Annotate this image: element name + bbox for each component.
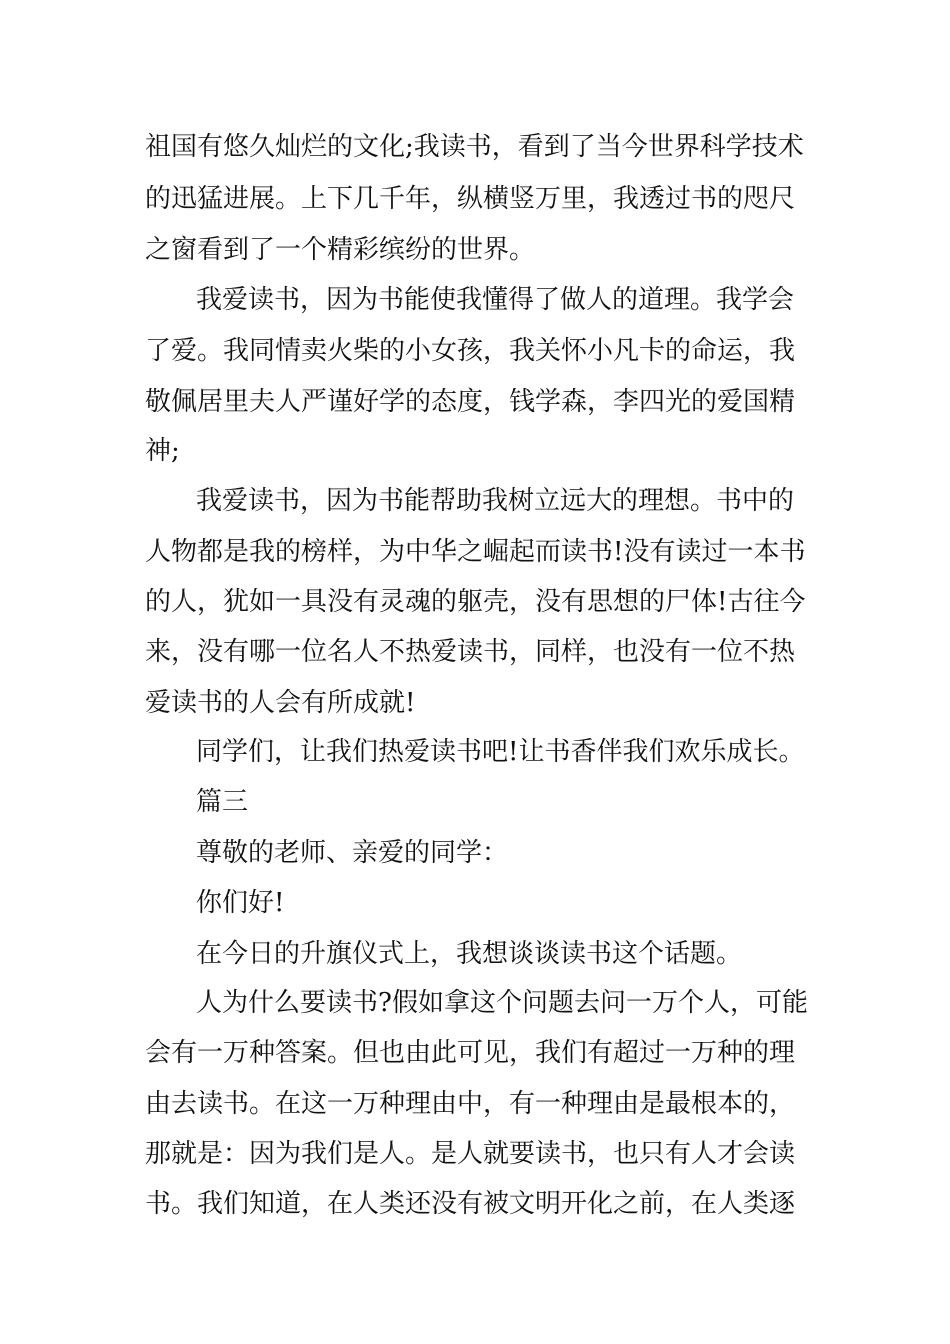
- paragraph-first-line: 我爱读书，因为书能帮助我树立远大的理想。书中的: [196, 486, 795, 516]
- section-heading: 篇三: [196, 787, 249, 817]
- paragraph-first-line: 我爱读书，因为书能使我懂得了做人的道理。我学会: [196, 285, 795, 315]
- text-line: 的人，犹如一具没有灵魂的躯壳，没有思想的尸体!古往今: [145, 587, 806, 617]
- text-line: 神;: [145, 436, 180, 466]
- salutation: 尊敬的老师、亲爱的同学：: [196, 838, 509, 868]
- text-line: 爱读书的人会有所成就!: [145, 688, 416, 718]
- text-line: 敬佩居里夫人严谨好学的态度，钱学森，李四光的爱国精: [145, 387, 796, 417]
- text-line: 由去读书。在这一万种理由中，有一种理由是最根本的，: [145, 1089, 796, 1119]
- text-line: 祖国有悠久灿烂的文化;我读书，看到了当今世界科学技术: [145, 132, 804, 162]
- text-line: 那就是：因为我们是人。是人就要读书，也只有人才会读: [145, 1139, 796, 1169]
- text-line: 会有一万种答案。但也由此可见，我们有超过一万种的理: [145, 1038, 796, 1068]
- paragraph-first-line: 人为什么要读书?假如拿这个问题去问一万个人，可能: [196, 988, 808, 1018]
- text-line: 的迅猛进展。上下几千年，纵横竖万里，我透过书的咫尺: [145, 184, 796, 214]
- paragraph-first-line: 在今日的升旗仪式上，我想谈谈读书这个话题。: [196, 939, 743, 969]
- paragraph-first-line: 同学们，让我们热爱读书吧!让书香伴我们欢乐成长。: [196, 737, 805, 767]
- text-line: 书。我们知道，在人类还没有被文明开化之前，在人类逐: [145, 1189, 796, 1219]
- text-line: 来，没有哪一位名人不热爱读书，同样，也没有一位不热: [145, 637, 796, 667]
- text-line: 了爱。我同情卖火柴的小女孩，我关怀小凡卡的命运，我: [145, 336, 796, 366]
- greeting: 你们好!: [196, 888, 285, 918]
- text-line: 之窗看到了一个精彩缤纷的世界。: [145, 235, 536, 265]
- text-line: 人物都是我的榜样，为中华之崛起而读书!没有读过一本书: [145, 537, 806, 567]
